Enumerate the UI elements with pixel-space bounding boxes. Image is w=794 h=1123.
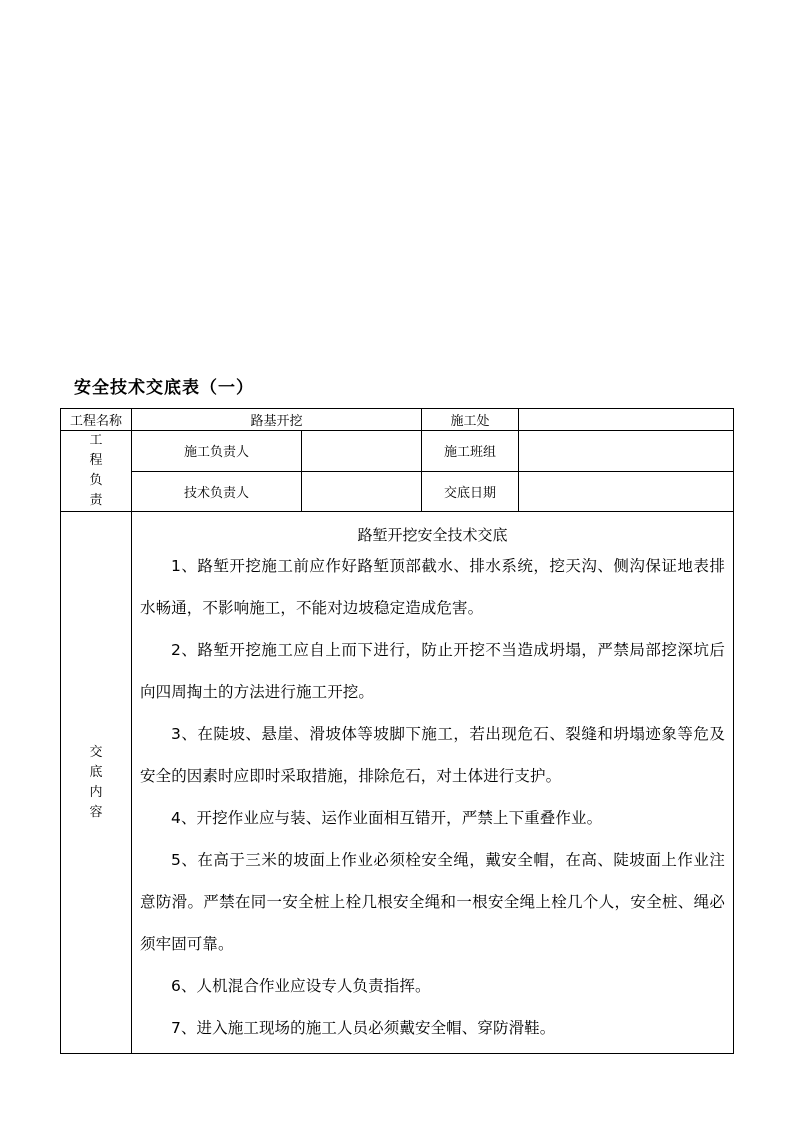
table-row-construction-lead [61,431,734,472]
clause-item: 6、人机混合作业应设专人负责指挥。 [171,977,431,995]
construction-lead-value [302,431,422,472]
clause-item: 4、开挖作业应与装、运作业面相互错开，严禁上下重叠作业。 [171,809,603,827]
clause-item: 3、在陡坡、悬崖、滑坡体等坡脚下施工，若出现危石、裂缝和坍塌迹象等危及安全的因素时应即时采取措施，排除危石，对土体进行支护。 [140,725,726,785]
engineering-lead-label [61,431,132,512]
table-row-technical-lead [61,471,734,512]
technical-lead-value [302,471,422,512]
clause-item: 5、在高于三米的坡面上作业必须栓安全绳，戴安全帽，在高、陡坡面上作业注意防滑。严禁在同一安全桩上栓几根安全绳和一根安全绳上栓几个人，安全桩、绳必须牢固可靠。 [140,851,726,953]
team-value [519,431,734,472]
content-label-line2: 内 容 [89,784,113,820]
content-heading: 路堑开挖安全技术交底 [357,526,508,544]
engineering-lead-label-line1: 工 程 [89,433,113,468]
content-label [61,512,132,1054]
clause-list [132,545,733,1049]
construction-unit-label: 施工处 [422,409,519,431]
engineering-lead-label-line2: 负 责 [89,473,113,508]
content-label-line1: 交 底 [89,744,113,780]
project-name-value: 路基开挖 [132,409,422,431]
clause-item: 1、路堑开挖施工前应作好路堑顶部截水、排水系统，挖天沟、侧沟保证地表排水畅通，不影响施工，不能对边坡稳定造成危害。 [140,557,726,617]
project-name-label: 工程名称 [61,409,132,431]
document-title: 安全技术交底表（一） [74,378,254,398]
briefing-date-label: 交底日期 [422,471,519,512]
construction-unit-value [519,409,734,431]
table-row-project [61,409,734,431]
technical-lead-label: 技术负责人 [132,471,302,512]
briefing-date-value [519,471,734,512]
table-row-content [61,512,734,1054]
team-label: 施工班组 [422,431,519,472]
clause-item: 7、进入施工现场的施工人员必须戴安全帽、穿防滑鞋。 [171,1019,556,1037]
construction-lead-label: 施工负责人 [132,431,302,472]
safety-briefing-table [60,408,734,1054]
content-cell [132,512,734,1054]
clause-item: 2、路堑开挖施工应自上而下进行，防止开挖不当造成坍塌，严禁局部挖深坑后向四周掏土的方法进行施工开挖。 [140,641,726,701]
